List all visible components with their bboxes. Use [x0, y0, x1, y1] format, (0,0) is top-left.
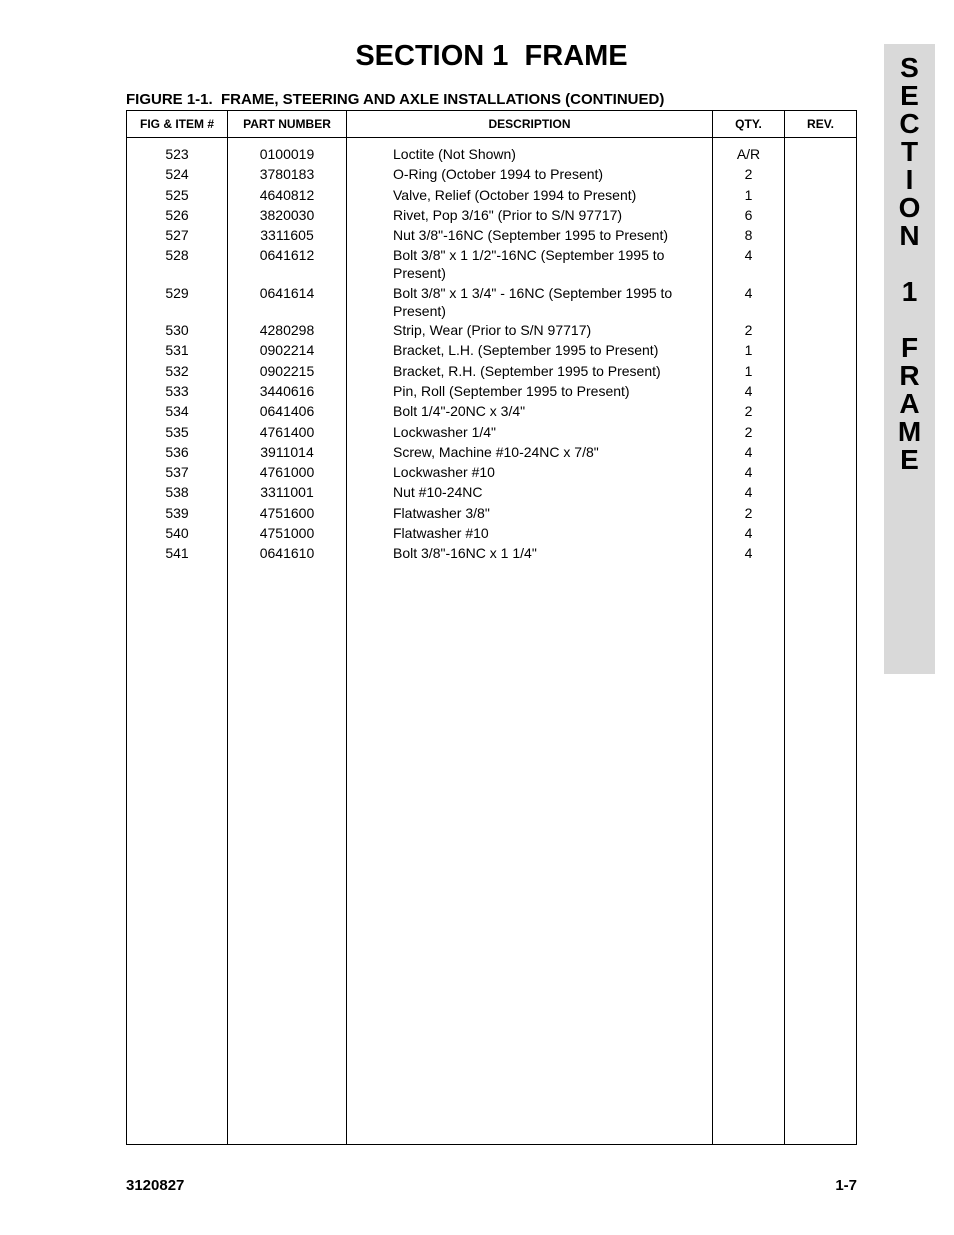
footer-doc-number: 3120827 — [126, 1177, 185, 1194]
description-line: Nut #10-24NC — [393, 484, 483, 500]
column-divider — [712, 111, 713, 1144]
quantity: 1 — [744, 363, 753, 379]
item-number: 523 — [165, 146, 189, 162]
description — [393, 206, 693, 224]
side-tab-letter: N — [899, 220, 920, 251]
part-number: 0641614 — [259, 285, 315, 301]
section-title: SECTION 1 FRAME — [355, 40, 628, 72]
column-divider — [346, 111, 347, 1144]
description — [393, 145, 693, 163]
description-line: Valve, Relief (October 1994 to Present) — [393, 187, 637, 203]
item-number: 531 — [165, 342, 189, 358]
quantity: 8 — [744, 227, 753, 243]
item-number: 525 — [165, 187, 189, 203]
part-number: 4640812 — [259, 187, 315, 203]
side-tab-letter: 1 — [901, 276, 918, 307]
side-tab-letter: R — [899, 360, 920, 391]
description — [393, 483, 693, 501]
side-tab-letter: E — [900, 80, 919, 111]
description-line: Flatwasher 3/8" — [393, 505, 490, 521]
description-line: Bolt 1/4"-20NC x 3/4" — [393, 403, 526, 419]
part-number: 3311605 — [260, 227, 314, 243]
item-number: 539 — [165, 505, 189, 521]
quantity: 4 — [744, 464, 753, 480]
description-line: Screw, Machine #10-24NC x 7/8" — [393, 444, 599, 460]
item-number: 538 — [165, 484, 189, 500]
description-line: Pin, Roll (September 1995 to Present) — [393, 383, 630, 399]
description-line: Present) — [393, 265, 446, 281]
figure-title: FIGURE 1-1. FRAME, STEERING AND AXLE INSTALLATIONS (CONTINUED) — [126, 91, 665, 108]
description-line: Present) — [393, 303, 446, 319]
part-number: 0902215 — [259, 363, 315, 379]
quantity: 2 — [744, 505, 753, 521]
side-tab-letter: I — [905, 164, 914, 195]
item-number: 540 — [165, 525, 189, 541]
header-description: DESCRIPTION — [488, 117, 571, 131]
description-line: Loctite (Not Shown) — [393, 146, 516, 162]
item-number: 541 — [165, 545, 189, 561]
part-number: 4761400 — [259, 424, 315, 440]
description — [393, 382, 693, 400]
item-number: 528 — [165, 247, 189, 263]
description — [393, 341, 693, 359]
description-line: Bracket, L.H. (September 1995 to Present) — [393, 342, 659, 358]
item-number: 532 — [165, 363, 189, 379]
description-line: Rivet, Pop 3/16" (Prior to S/N 97717) — [393, 207, 623, 223]
description — [393, 463, 693, 481]
quantity: 4 — [744, 484, 753, 500]
description — [393, 226, 693, 244]
description — [393, 504, 693, 522]
item-number: 536 — [165, 444, 189, 460]
description — [393, 443, 693, 461]
side-tab-letter: F — [900, 332, 919, 363]
part-number: 0100019 — [259, 146, 315, 162]
description-line: Lockwasher 1/4" — [393, 424, 497, 440]
description — [393, 284, 693, 320]
part-number: 4280298 — [259, 322, 315, 338]
quantity: A/R — [736, 146, 761, 162]
quantity: 2 — [744, 424, 753, 440]
side-tab-letter: E — [900, 444, 919, 475]
description-line: Strip, Wear (Prior to S/N 97717) — [393, 322, 592, 338]
description-line: Bolt 3/8" x 1 3/4" - 16NC (September 1995 to — [393, 285, 673, 301]
side-tab-letter: S — [900, 52, 919, 83]
side-tab-letter: O — [898, 192, 921, 223]
header-rev: REV. — [807, 117, 834, 131]
quantity: 2 — [744, 322, 753, 338]
section-side-tab — [884, 44, 935, 674]
part-number: 0641610 — [259, 545, 315, 561]
part-number: 4761000 — [259, 464, 315, 480]
description — [393, 362, 693, 380]
description-line: Bolt 3/8"-16NC x 1 1/4" — [393, 545, 537, 561]
part-number: 3820030 — [259, 207, 315, 223]
table-header — [127, 111, 856, 138]
quantity: 4 — [744, 383, 753, 399]
quantity: 4 — [744, 545, 753, 561]
column-divider — [784, 111, 785, 1144]
item-number: 526 — [165, 207, 189, 223]
header-qty: QTY. — [735, 117, 762, 131]
description-line: Bolt 3/8" x 1 1/2"-16NC (September 1995 to — [393, 247, 665, 263]
description-line: Nut 3/8"-16NC (September 1995 to Present) — [393, 227, 668, 243]
header-fig-item: FIG & ITEM # — [139, 117, 214, 131]
description-line: Bracket, R.H. (September 1995 to Present) — [393, 363, 661, 379]
description — [393, 402, 693, 420]
item-number: 530 — [165, 322, 189, 338]
description — [393, 321, 693, 339]
item-number: 534 — [165, 403, 189, 419]
description-line: Flatwasher #10 — [393, 525, 489, 541]
item-number: 535 — [165, 424, 189, 440]
item-number: 537 — [165, 464, 189, 480]
part-number: 4751600 — [259, 505, 315, 521]
quantity: 2 — [744, 403, 753, 419]
description — [393, 544, 693, 562]
part-number: 0902214 — [259, 342, 315, 358]
header-part-number: PART NUMBER — [243, 117, 331, 131]
quantity: 4 — [744, 247, 753, 263]
quantity: 4 — [744, 525, 753, 541]
side-tab-letter: C — [899, 108, 920, 139]
description — [393, 246, 693, 282]
quantity: 4 — [744, 444, 753, 460]
side-tab-letter: A — [899, 388, 920, 419]
quantity: 2 — [744, 166, 753, 182]
quantity: 1 — [744, 342, 753, 358]
side-tab-letter: T — [900, 136, 919, 167]
item-number: 529 — [165, 285, 189, 301]
part-number: 3440616 — [259, 383, 315, 399]
description — [393, 423, 693, 441]
description — [393, 165, 693, 183]
part-number: 3780183 — [259, 166, 315, 182]
item-number: 524 — [165, 166, 189, 182]
part-number: 4751000 — [259, 525, 315, 541]
description — [393, 524, 693, 542]
parts-table — [126, 110, 857, 1145]
side-tab-letter: M — [897, 416, 922, 447]
column-divider — [227, 111, 228, 1144]
quantity: 1 — [744, 187, 753, 203]
part-number: 3311001 — [260, 484, 314, 500]
description — [393, 186, 693, 204]
part-number: 0641612 — [259, 247, 315, 263]
footer-page-number: 1-7 — [835, 1177, 857, 1194]
part-number: 0641406 — [259, 403, 315, 419]
description-line: O-Ring (October 1994 to Present) — [393, 166, 604, 182]
quantity: 4 — [744, 285, 753, 301]
item-number: 527 — [165, 227, 189, 243]
item-number: 533 — [165, 383, 189, 399]
description-line: Lockwasher #10 — [393, 464, 495, 480]
part-number: 3911014 — [260, 444, 314, 460]
quantity: 6 — [744, 207, 753, 223]
